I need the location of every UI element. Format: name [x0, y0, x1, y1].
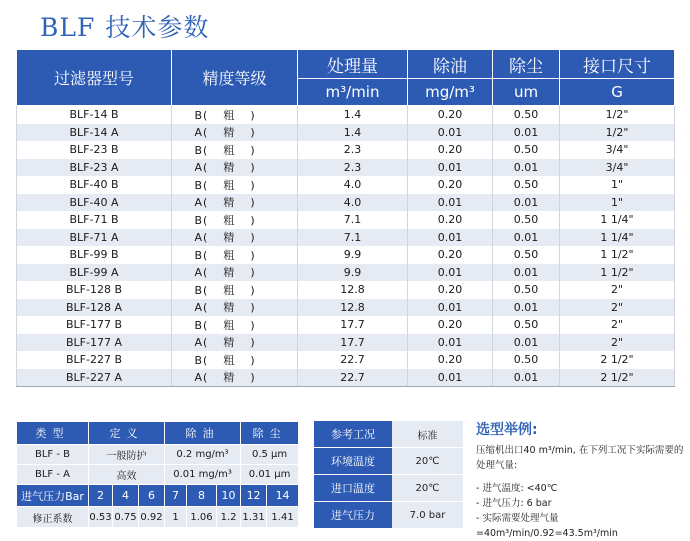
port-cell: 1 1/2" [560, 246, 675, 264]
grade-word: 精 [223, 371, 236, 385]
pressure-label: 进气压力Bar [17, 485, 89, 507]
grade-letter: A( [194, 266, 209, 280]
table-row [17, 229, 675, 247]
grade-cell [172, 211, 298, 229]
port-cell: 2" [560, 299, 675, 317]
flow-cell: 12.8 [298, 281, 408, 299]
flow-cell: 1.4 [298, 106, 408, 124]
dust-cell: 0.50 [493, 281, 560, 299]
table-row [17, 176, 675, 194]
oil-cell: 0.20 [408, 316, 493, 334]
factor-value: 1.41 [267, 507, 299, 528]
factor-value: 1.31 [241, 507, 267, 528]
oil-cell: 0.01 [408, 369, 493, 387]
grade-cell [172, 369, 298, 387]
condition-label: 进气压力 [314, 502, 392, 529]
dust-cell: 0.50 [493, 211, 560, 229]
oil-cell: 0.20 [408, 176, 493, 194]
grade-cell [172, 264, 298, 282]
grade-cell [172, 194, 298, 212]
grade-word: 粗 [223, 178, 236, 192]
flow-cell: 12.8 [298, 299, 408, 317]
condition-value: 20℃ [392, 448, 463, 475]
table-row [17, 281, 675, 299]
flow-cell: 17.7 [298, 334, 408, 352]
dust-cell: 0.50 [493, 316, 560, 334]
grade-word: 粗 [223, 143, 236, 157]
grade-word: 粗 [223, 283, 236, 297]
selection-title: 选型举例: [476, 422, 538, 438]
grade-letter: A( [194, 231, 209, 245]
dust-cell: 0.01 [493, 264, 560, 282]
grade-close: ) [250, 108, 256, 122]
model-cell: BLF-40 B [17, 176, 172, 194]
port-cell: 2 1/2" [560, 369, 675, 387]
oil-cell: 0.2 mg/m³ [165, 445, 241, 465]
header-port-unit: G [560, 79, 675, 106]
flow-cell: 9.9 [298, 246, 408, 264]
condition-label: 环境温度 [314, 448, 392, 475]
header-dust: 除尘 [493, 50, 560, 79]
grade-letter: B( [194, 213, 209, 227]
model-cell: BLF-99 B [17, 246, 172, 264]
model-cell: BLF-128 B [17, 281, 172, 299]
condition-row [314, 502, 463, 529]
dust-cell: 0.50 [493, 246, 560, 264]
table-row [17, 159, 675, 177]
grade-cell [172, 334, 298, 352]
grade-word: 粗 [223, 353, 236, 367]
table-row [17, 211, 675, 229]
grade-letter: A( [194, 371, 209, 385]
model-cell: BLF-71 A [17, 229, 172, 247]
definition-cell: 一般防护 [89, 445, 165, 465]
port-cell: 1 1/4" [560, 229, 675, 247]
oil-cell: 0.01 [408, 264, 493, 282]
pressure-value: 7 [165, 485, 187, 507]
grade-letter: A( [194, 196, 209, 210]
type-header-definition: 定义 [89, 422, 165, 445]
oil-cell: 0.01 [408, 159, 493, 177]
flow-cell: 1.4 [298, 124, 408, 142]
type-cell: BLF - B [17, 445, 89, 465]
model-cell: BLF-227 A [17, 369, 172, 387]
grade-cell [172, 124, 298, 142]
grade-close: ) [250, 266, 256, 280]
pressure-value: 10 [217, 485, 241, 507]
dust-cell: 0.50 [493, 106, 560, 124]
grade-close: ) [250, 371, 256, 385]
oil-cell: 0.01 [408, 334, 493, 352]
grade-word: 精 [223, 126, 236, 140]
type-header-oil: 除油 [165, 422, 241, 445]
port-cell: 3/4" [560, 141, 675, 159]
header-flow-unit: m³/min [298, 79, 408, 106]
grade-close: ) [250, 231, 256, 245]
oil-cell: 0.20 [408, 281, 493, 299]
table-row [17, 264, 675, 282]
selection-item: - 实际需要处理气量=40m³/min/0.92=43.5m³/min [476, 513, 618, 539]
pressure-value: 6 [139, 485, 165, 507]
dust-cell: 0.01 [493, 124, 560, 142]
grade-close: ) [250, 143, 256, 157]
port-cell: 1/2" [560, 106, 675, 124]
model-cell: BLF-23 A [17, 159, 172, 177]
pressure-row [17, 485, 299, 507]
flow-cell: 4.0 [298, 194, 408, 212]
pressure-value: 8 [187, 485, 217, 507]
grade-close: ) [250, 353, 256, 367]
oil-cell: 0.01 mg/m³ [165, 465, 241, 485]
grade-word: 精 [223, 301, 236, 315]
table-row [17, 316, 675, 334]
flow-cell: 2.3 [298, 159, 408, 177]
oil-cell: 0.20 [408, 141, 493, 159]
oil-cell: 0.01 [408, 124, 493, 142]
oil-cell: 0.20 [408, 351, 493, 369]
type-header-type: 类型 [17, 422, 89, 445]
grade-word: 粗 [223, 318, 236, 332]
type-table [16, 421, 299, 528]
condition-value: 20℃ [392, 475, 463, 502]
grade-cell [172, 141, 298, 159]
dust-cell: 0.01 μm [241, 465, 299, 485]
table-row [17, 351, 675, 369]
grade-close: ) [250, 161, 256, 175]
grade-letter: B( [194, 108, 209, 122]
table-row [17, 334, 675, 352]
spec-table-body [17, 106, 675, 387]
grade-letter: A( [194, 301, 209, 315]
selection-item: - 进气压力: 6 bar [476, 498, 552, 509]
grade-close: ) [250, 336, 256, 350]
factor-value: 0.53 [89, 507, 113, 528]
dust-cell: 0.01 [493, 369, 560, 387]
grade-letter: A( [194, 336, 209, 350]
oil-cell: 0.20 [408, 246, 493, 264]
model-cell: BLF-128 A [17, 299, 172, 317]
flow-cell: 7.1 [298, 229, 408, 247]
grade-word: 粗 [223, 248, 236, 262]
model-cell: BLF-177 A [17, 334, 172, 352]
oil-cell: 0.01 [408, 229, 493, 247]
grade-letter: A( [194, 126, 209, 140]
grade-close: ) [250, 196, 256, 210]
condition-row [314, 448, 463, 475]
model-cell: BLF-71 B [17, 211, 172, 229]
port-cell: 1" [560, 176, 675, 194]
header-oil: 除油 [408, 50, 493, 79]
grade-cell [172, 351, 298, 369]
oil-cell: 0.01 [408, 299, 493, 317]
grade-cell [172, 229, 298, 247]
factor-row [17, 507, 299, 528]
factor-value: 1.2 [217, 507, 241, 528]
grade-word: 精 [223, 231, 236, 245]
grade-close: ) [250, 178, 256, 192]
grade-word: 粗 [223, 108, 236, 122]
dust-cell: 0.01 [493, 194, 560, 212]
grade-close: ) [250, 318, 256, 332]
factor-label: 修正系数 [17, 507, 89, 528]
grade-close: ) [250, 248, 256, 262]
title-latin: BLF [40, 13, 96, 42]
dust-cell: 0.01 [493, 229, 560, 247]
table-row [17, 246, 675, 264]
grade-cell [172, 281, 298, 299]
grade-letter: B( [194, 283, 209, 297]
port-cell: 2" [560, 316, 675, 334]
dust-cell: 0.5 μm [241, 445, 299, 465]
selection-intro: 压缩机出口40 m³/min, 在下列工况下实际需要的处理气量: [476, 445, 684, 471]
header-port: 接口尺寸 [560, 50, 675, 79]
port-cell: 1 1/4" [560, 211, 675, 229]
flow-cell: 4.0 [298, 176, 408, 194]
grade-letter: A( [194, 161, 209, 175]
grade-close: ) [250, 126, 256, 140]
dust-cell: 0.01 [493, 299, 560, 317]
factor-value: 1 [165, 507, 187, 528]
grade-cell [172, 299, 298, 317]
oil-cell: 0.20 [408, 106, 493, 124]
flow-cell: 7.1 [298, 211, 408, 229]
factor-value: 0.92 [139, 507, 165, 528]
condition-label: 进口温度 [314, 475, 392, 502]
header-grade: 精度等级 [172, 50, 298, 106]
port-cell: 1/2" [560, 124, 675, 142]
grade-cell [172, 106, 298, 124]
condition-table-body [314, 421, 463, 529]
header-dust-unit: um [493, 79, 560, 106]
pressure-value: 2 [89, 485, 113, 507]
grade-word: 粗 [223, 213, 236, 227]
flow-cell: 22.7 [298, 369, 408, 387]
port-cell: 2 1/2" [560, 351, 675, 369]
dust-cell: 0.50 [493, 176, 560, 194]
pressure-value: 12 [241, 485, 267, 507]
grade-close: ) [250, 283, 256, 297]
port-cell: 3/4" [560, 159, 675, 177]
grade-cell [172, 246, 298, 264]
port-cell: 1" [560, 194, 675, 212]
grade-letter: B( [194, 353, 209, 367]
flow-cell: 2.3 [298, 141, 408, 159]
condition-value: 标准 [392, 421, 463, 448]
selection-example [476, 419, 686, 541]
grade-letter: B( [194, 318, 209, 332]
type-header-dust: 除尘 [241, 422, 299, 445]
dust-cell: 0.50 [493, 141, 560, 159]
flow-cell: 22.7 [298, 351, 408, 369]
title-chinese: 技术参数 [105, 13, 210, 42]
table-row [17, 194, 675, 212]
model-cell: BLF-14 A [17, 124, 172, 142]
table-row [17, 141, 675, 159]
condition-value: 7.0 bar [392, 502, 463, 529]
condition-row [314, 475, 463, 502]
table-row [17, 369, 675, 387]
table-row [17, 106, 675, 124]
condition-table [314, 421, 463, 529]
model-cell: BLF-23 B [17, 141, 172, 159]
type-cell: BLF - A [17, 465, 89, 485]
port-cell: 1 1/2" [560, 264, 675, 282]
model-cell: BLF-40 A [17, 194, 172, 212]
port-cell: 2" [560, 334, 675, 352]
table-row [17, 124, 675, 142]
grade-letter: B( [194, 248, 209, 262]
dust-cell: 0.50 [493, 351, 560, 369]
spec-table [16, 49, 675, 387]
grade-word: 精 [223, 336, 236, 350]
page-title [40, 8, 209, 44]
pressure-value: 4 [113, 485, 139, 507]
model-cell: BLF-177 B [17, 316, 172, 334]
condition-row [314, 421, 463, 448]
dust-cell: 0.01 [493, 159, 560, 177]
header-flow: 处理量 [298, 50, 408, 79]
oil-cell: 0.20 [408, 211, 493, 229]
grade-word: 精 [223, 161, 236, 175]
port-cell: 2" [560, 281, 675, 299]
grade-letter: B( [194, 143, 209, 157]
header-oil-unit: mg/m³ [408, 79, 493, 106]
header-model: 过滤器型号 [17, 50, 172, 106]
grade-close: ) [250, 301, 256, 315]
definition-cell: 高效 [89, 465, 165, 485]
flow-cell: 9.9 [298, 264, 408, 282]
condition-label: 参考工况 [314, 421, 392, 448]
grade-cell [172, 159, 298, 177]
table-row [17, 299, 675, 317]
model-cell: BLF-227 B [17, 351, 172, 369]
factor-value: 1.06 [187, 507, 217, 528]
model-cell: BLF-99 A [17, 264, 172, 282]
dust-cell: 0.01 [493, 334, 560, 352]
grade-word: 精 [223, 266, 236, 280]
grade-cell [172, 316, 298, 334]
factor-value: 0.75 [113, 507, 139, 528]
selection-item: - 进气温度: <40℃ [476, 483, 558, 494]
grade-cell [172, 176, 298, 194]
model-cell: BLF-14 B [17, 106, 172, 124]
flow-cell: 17.7 [298, 316, 408, 334]
oil-cell: 0.01 [408, 194, 493, 212]
grade-word: 精 [223, 196, 236, 210]
grade-close: ) [250, 213, 256, 227]
grade-letter: B( [194, 178, 209, 192]
pressure-value: 14 [267, 485, 299, 507]
